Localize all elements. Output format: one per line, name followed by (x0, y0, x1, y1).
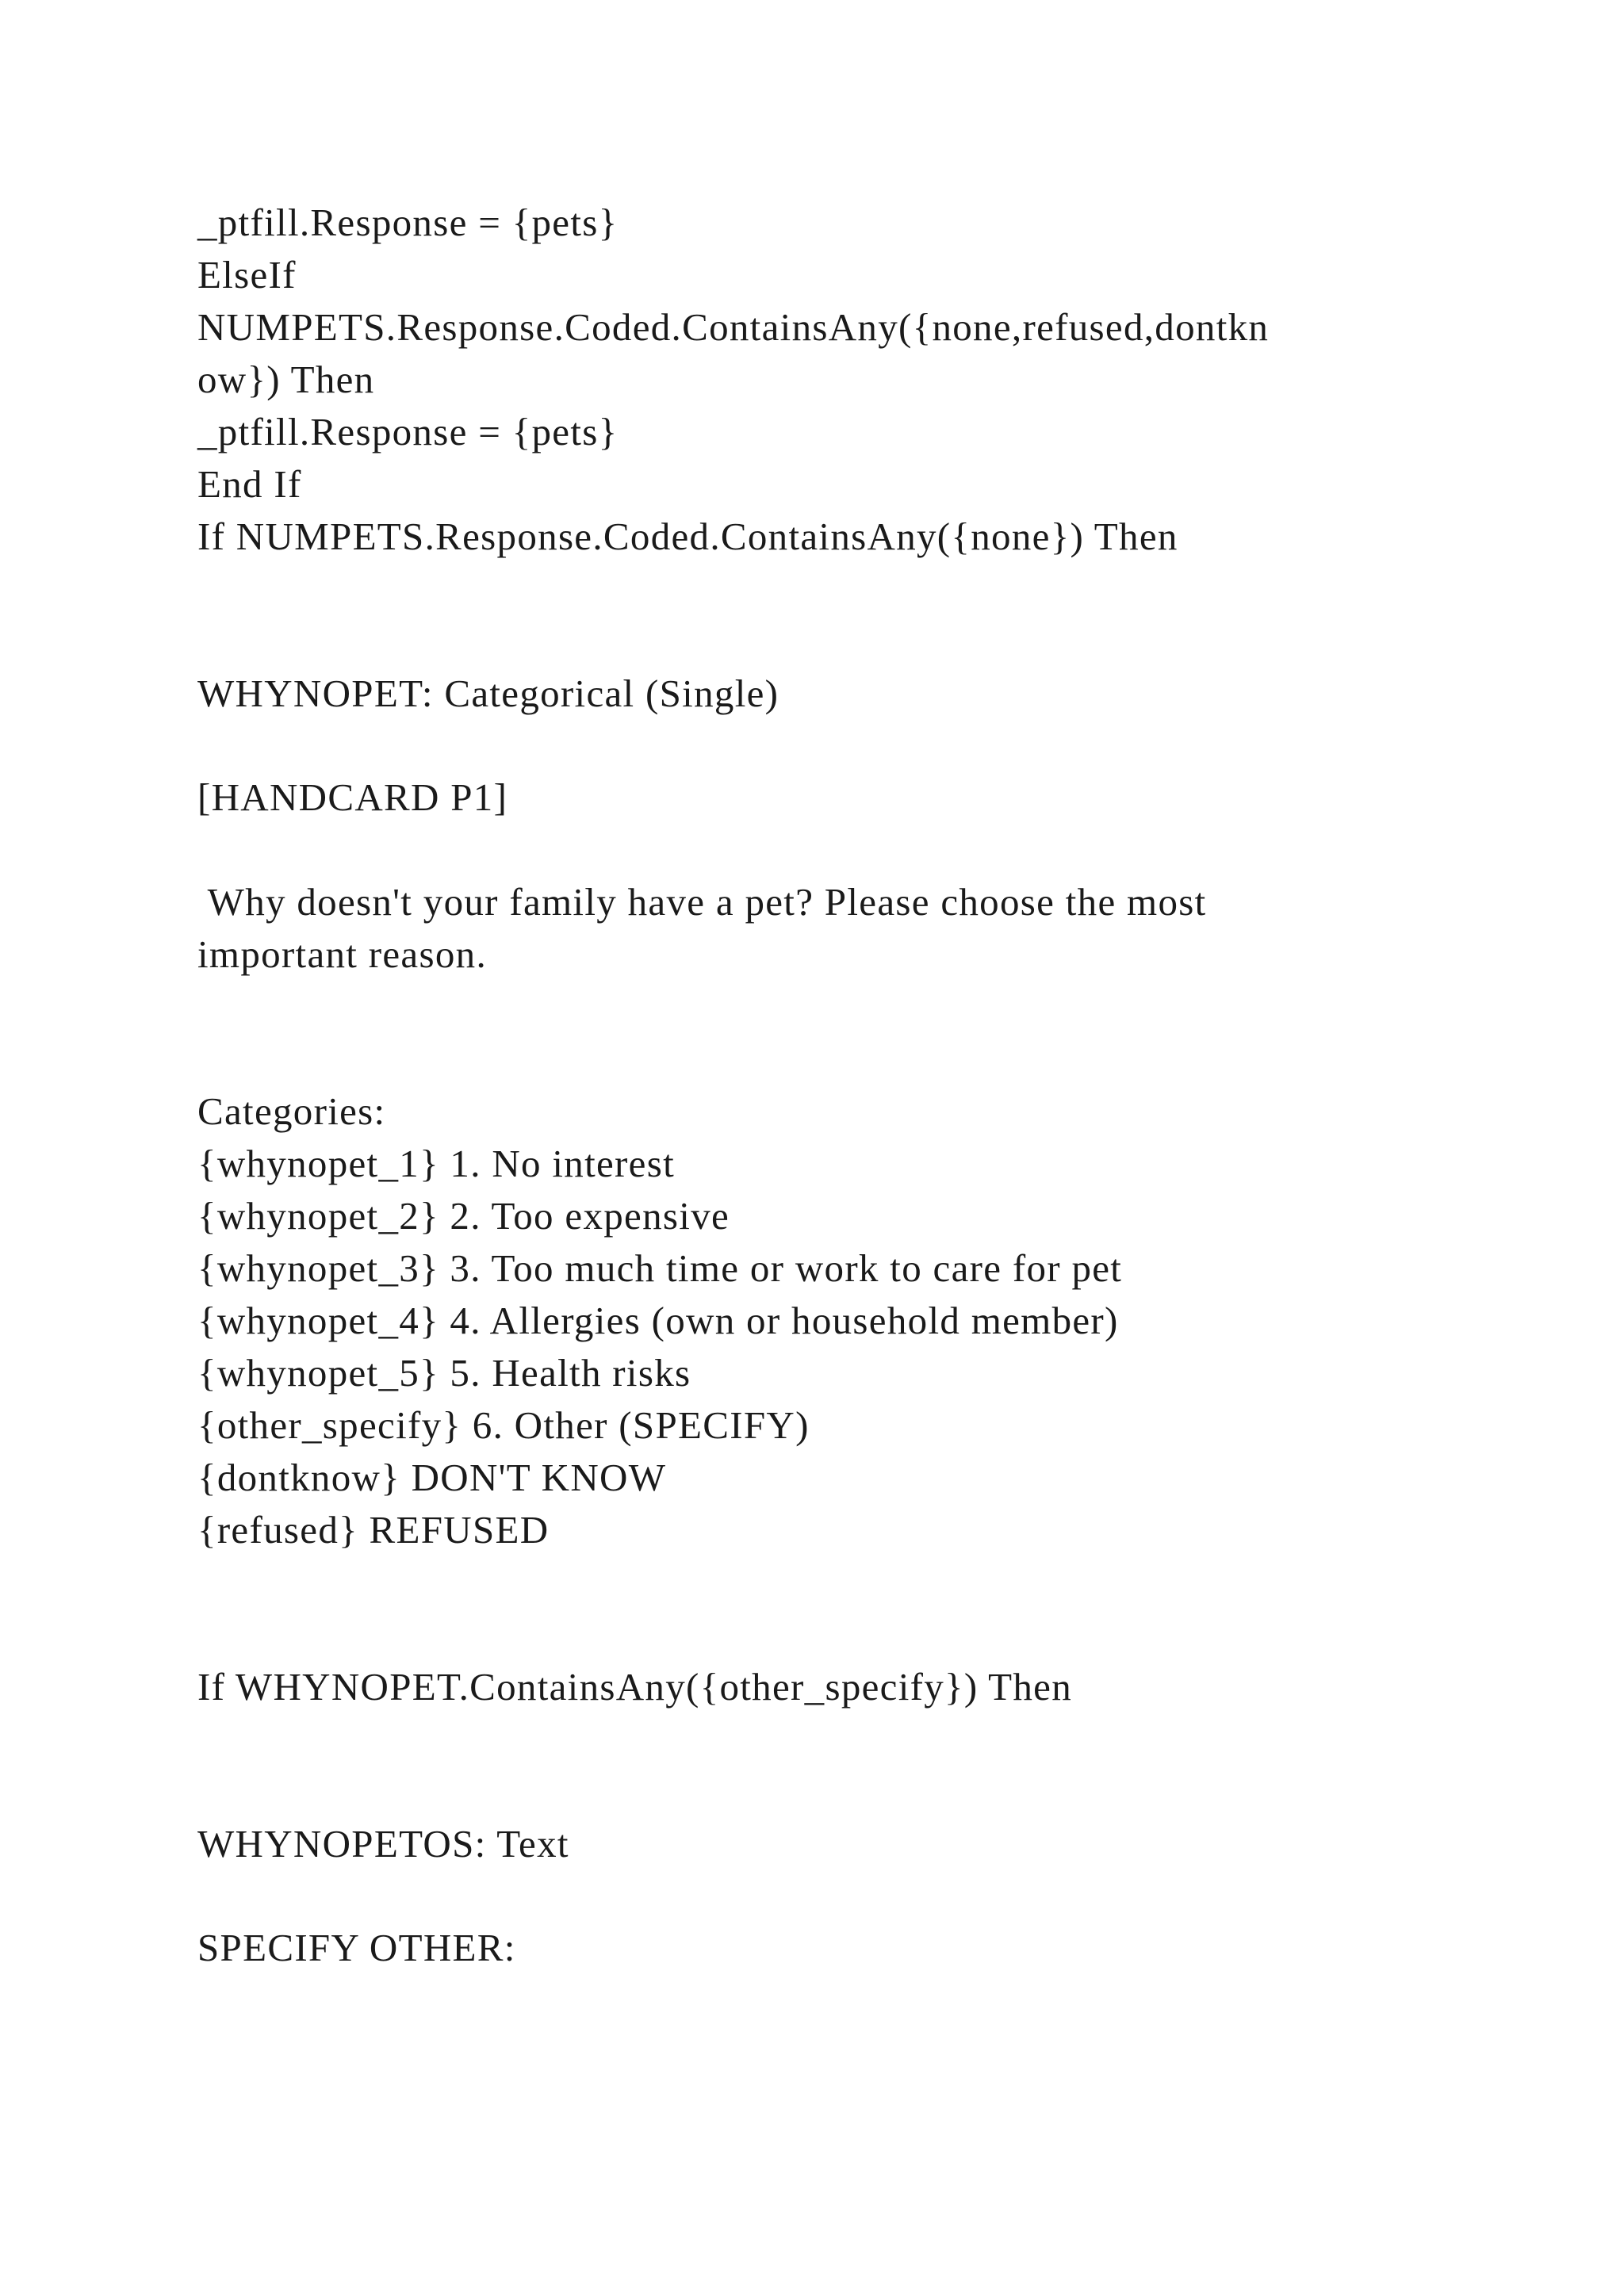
category-item: {whynopet_4} 4. Allergies (own or household member) (197, 1299, 1119, 1342)
categories-label: Categories: (197, 1089, 386, 1133)
category-item: {whynopet_1} 1. No interest (197, 1142, 675, 1185)
code-line: If NUMPETS.Response.Coded.ContainsAny({none}) Then (197, 515, 1178, 558)
question-header: WHYNOPET: Categorical (Single) (197, 672, 779, 715)
code-line: _ptfill.Response = {pets} (197, 410, 619, 453)
code-line: ow}) Then (197, 358, 375, 401)
category-item: {whynopet_2} 2. Too expensive (197, 1194, 730, 1238)
category-item: {whynopet_5} 5. Health risks (197, 1351, 691, 1395)
code-line: NUMPETS.Response.Coded.ContainsAny({none,refused,dontkn (197, 305, 1270, 349)
category-item: {refused} REFUSED (197, 1508, 550, 1552)
question-text-line: important reason. (197, 932, 488, 976)
code-line: ElseIf (197, 253, 297, 297)
followup-prompt: SPECIFY OTHER: (197, 1926, 516, 1969)
followup-header: WHYNOPETOS: Text (197, 1822, 569, 1866)
category-item: {dontknow} DON'T KNOW (197, 1456, 667, 1499)
category-item: {whynopet_3} 3. Too much time or work to care for pet (197, 1246, 1123, 1290)
condition-line: If WHYNOPET.ContainsAny({other_specify}) Then (197, 1665, 1073, 1709)
code-line: End If (197, 462, 302, 506)
handcard-label: [HANDCARD P1] (197, 775, 508, 819)
question-text-line: Why doesn't your family have a pet? Please choose the most (197, 880, 1207, 924)
category-item: {other_specify} 6. Other (SPECIFY) (197, 1403, 810, 1447)
code-line: _ptfill.Response = {pets} (197, 201, 619, 244)
